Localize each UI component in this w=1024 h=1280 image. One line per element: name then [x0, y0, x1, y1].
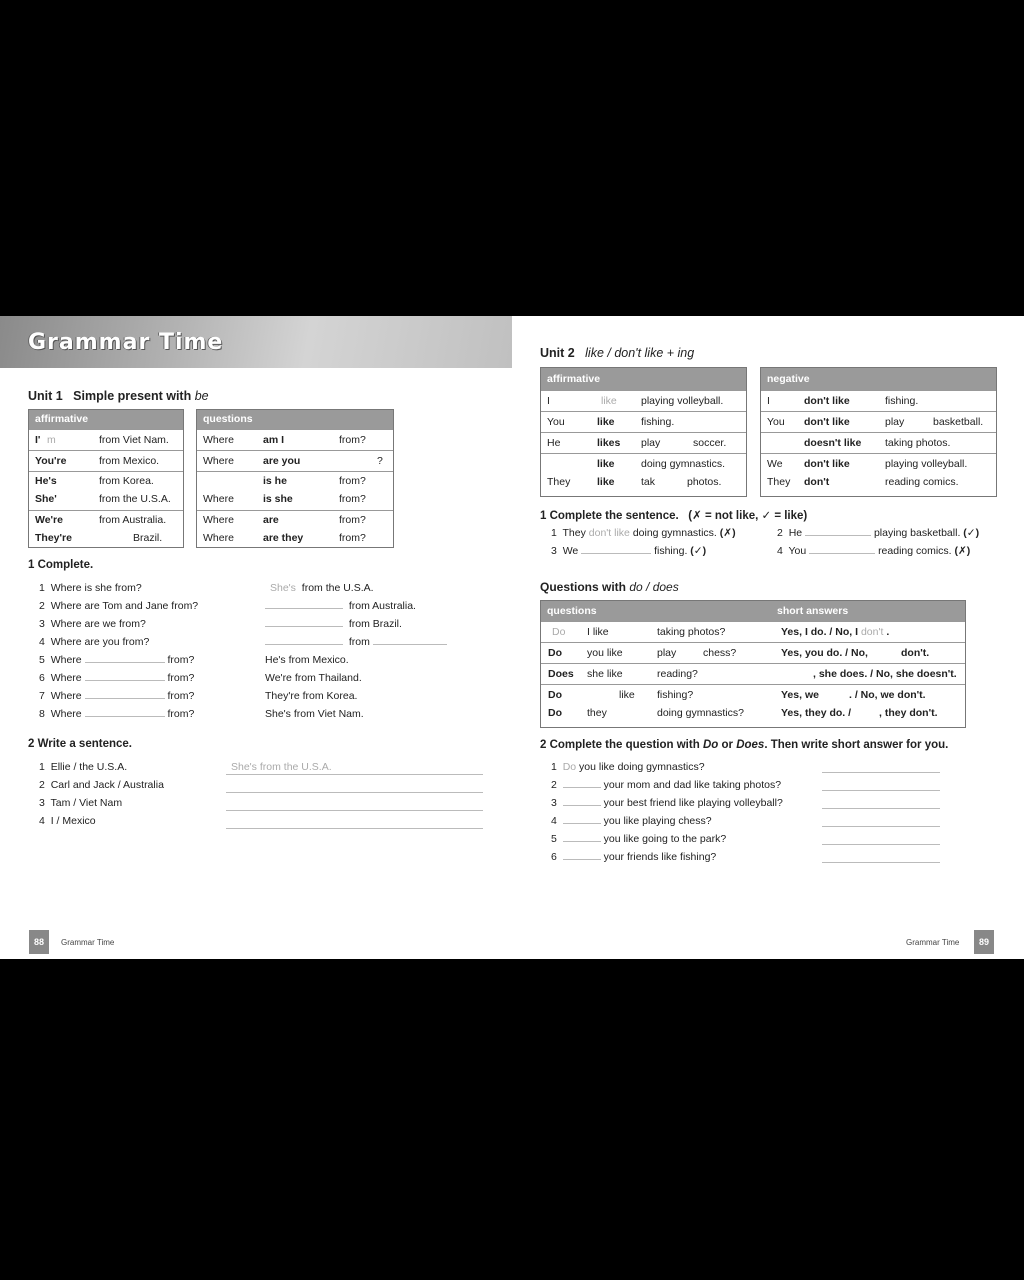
footer-left: Grammar Time: [61, 938, 115, 947]
table-row: Where are you ?: [197, 450, 393, 471]
exercise-item[interactable]: 8 Where from?: [39, 708, 195, 720]
table-row: is he from? Where is she from?: [197, 471, 393, 510]
table-row: He's from Korea. She' from the U.S.A.: [29, 471, 183, 510]
table-row: You don't like play basketball.: [761, 411, 996, 432]
table-row: You're from Mexico.: [29, 450, 183, 471]
unit1-heading: Unit 1 Simple present with be: [28, 389, 209, 403]
exercise-item[interactable]: 4 you like playing chess?: [551, 815, 712, 827]
table-row: I' m from Viet Nam.: [29, 429, 183, 450]
exercise-answer[interactable]: from Australia.: [265, 600, 416, 612]
unit2-heading: Unit 2 like / don't like + ing: [540, 346, 695, 360]
exercise-answer: She's from Viet Nam.: [265, 708, 364, 720]
exercise-item: 2 Carl and Jack / Australia: [39, 779, 164, 791]
answer-line[interactable]: [822, 862, 940, 863]
unit1-questions-table: [196, 409, 394, 548]
table-row: You like fishing.: [541, 411, 746, 432]
table-row: I don't like fishing.: [761, 390, 996, 411]
table-row: Where are from? Where are they from?: [197, 510, 393, 549]
exercise1-title: 1 Complete.: [28, 559, 94, 571]
table-row: I like playing volleyball.: [541, 390, 746, 411]
exercise-item[interactable]: 7 Where from?: [39, 690, 195, 702]
exercise-answer: He's from Mexico.: [265, 654, 349, 666]
exercise-answer[interactable]: from: [265, 636, 447, 648]
footer-right: Grammar Time: [906, 938, 960, 947]
exercise-item: 1 Ellie / the U.S.A.: [39, 761, 128, 773]
exercise-item: 4 Where are you from?: [39, 636, 150, 648]
table-row: Where am I from?: [197, 429, 393, 450]
page-number-right: 89: [974, 930, 994, 954]
exercise-item[interactable]: 6 your friends like fishing?: [551, 851, 717, 863]
answer-line[interactable]: [226, 792, 483, 793]
answer-line[interactable]: [822, 826, 940, 827]
table-header: affirmative: [541, 368, 746, 390]
table-row: Do like fishing? Yes, we . / No, we don't. Do they doing gymnastics? Yes, they do. / , they don't.: [541, 684, 965, 729]
unit2-affirmative-table: [540, 367, 747, 497]
banner-title: Grammar Time: [28, 330, 224, 355]
exercise2-right-title: 2 Complete the question with Do or Does. Then write short answer for you.: [540, 739, 949, 751]
exercise-item[interactable]: 1 Do you like doing gymnastics?: [551, 761, 705, 773]
do-does-questions-table: [540, 600, 966, 728]
exercise-item[interactable]: 3 We fishing. (✓): [551, 545, 707, 557]
questions-heading: Questions with do / does: [540, 580, 679, 594]
exercise-item[interactable]: 2 He playing basketball. (✓): [777, 527, 980, 539]
exercise-item: 3 Where are we from?: [39, 618, 146, 630]
exercise-item[interactable]: 3 your best friend like playing volleyball?: [551, 797, 783, 809]
exercise-answer: We're from Thailand.: [265, 672, 362, 684]
table-row: He likes play soccer.: [541, 432, 746, 453]
exercise1-right-title: 1 Complete the sentence. (✗ = not like, ✓ = like): [540, 510, 808, 522]
exercise-item: 1 Where is she from?: [39, 582, 142, 594]
exercise-item[interactable]: 4 You reading comics. (✗): [777, 545, 971, 557]
grammar-time-banner: [0, 316, 512, 368]
table-row: doesn't like taking photos.: [761, 432, 996, 453]
table-row: like doing gymnastics. They like tak photos.: [541, 453, 746, 494]
exercise-item[interactable]: 5 Where from?: [39, 654, 195, 666]
table-row: We don't like playing volleyball. They don't reading comics.: [761, 453, 996, 494]
exercise-answer: She's from the U.S.A.: [270, 582, 374, 594]
exercise-item: 2 Where are Tom and Jane from?: [39, 600, 199, 612]
answer-line[interactable]: [822, 772, 940, 773]
exercise-item: 1 They don't like doing gymnastics. (✗): [551, 527, 736, 539]
exercise-item: 4 I / Mexico: [39, 815, 96, 827]
answer-line[interactable]: [822, 808, 940, 809]
answer-line[interactable]: [822, 844, 940, 845]
answer-line[interactable]: [226, 828, 483, 829]
exercise-answer: They're from Korea.: [265, 690, 358, 702]
exercise-answer[interactable]: from Brazil.: [265, 618, 402, 630]
table-row: We're from Australia. They're Brazil.: [29, 510, 183, 549]
table-header: affirmative: [29, 410, 183, 429]
table-row: Does she like reading? , she does. / No, she doesn't.: [541, 663, 965, 684]
table-header: negative: [761, 368, 996, 390]
exercise2-title: 2 Write a sentence.: [28, 738, 132, 750]
exercise-item: 3 Tam / Viet Nam: [39, 797, 123, 809]
page-number-left: 88: [29, 930, 49, 954]
exercise-item[interactable]: 6 Where from?: [39, 672, 195, 684]
table-row: Do you like play chess? Yes, you do. / No, don't.: [541, 642, 965, 663]
answer-line[interactable]: [226, 810, 483, 811]
answer-line[interactable]: [226, 774, 483, 775]
answer-line[interactable]: [822, 790, 940, 791]
unit1-affirmative-table: [28, 409, 184, 548]
exercise-item[interactable]: 2 your mom and dad like taking photos?: [551, 779, 782, 791]
unit2-negative-table: [760, 367, 997, 497]
table-header: questions: [197, 410, 393, 429]
workbook-spread: [0, 316, 1024, 959]
table-header: questions short answers: [541, 601, 965, 621]
table-row: Do I like taking photos? Yes, I do. / No, I don't .: [541, 621, 965, 642]
exercise-item[interactable]: 5 you like going to the park?: [551, 833, 727, 845]
example-answer: She's from the U.S.A.: [231, 761, 332, 773]
